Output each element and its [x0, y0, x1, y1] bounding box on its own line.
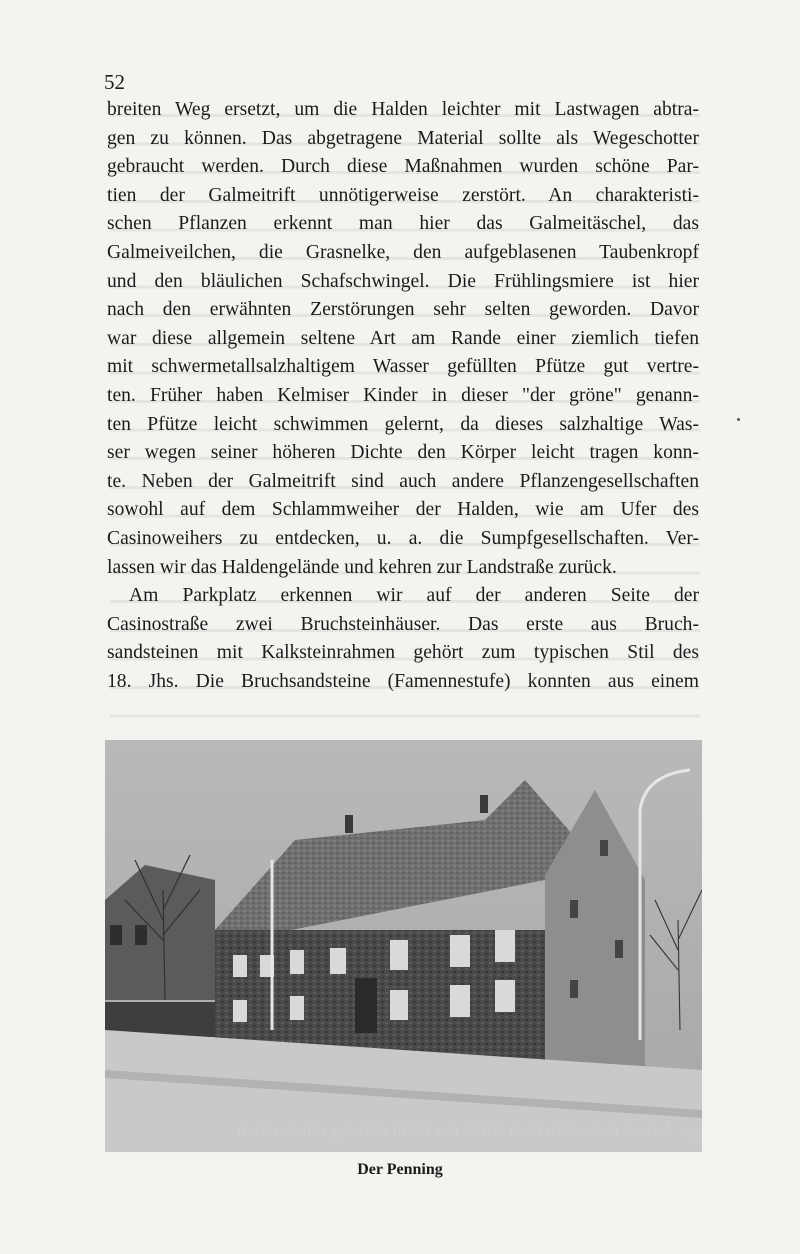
text-line: ten Pfütze leicht schwimmen gelernt, da dieses salzhaltige Was-	[107, 413, 699, 435]
text-line: mit schwermetallsalzhaltigem Wasser gefüllten Pfütze gut vertre-	[107, 356, 699, 378]
body-text	[107, 96, 699, 696]
gable-window	[615, 940, 623, 958]
text-line: schen Pflanzen erkennt man hier das Galmeitäschel, das	[107, 213, 699, 235]
house-door	[355, 978, 377, 1033]
gable-window	[570, 900, 578, 918]
text-line: und den bläulichen Schafschwingel. Die Frühlingsmiere ist hier	[107, 270, 699, 292]
print-speck	[737, 418, 740, 421]
text-line: gebraucht werden. Durch diese Maßnahmen wurden schöne Par-	[107, 156, 699, 178]
chimney	[480, 795, 488, 813]
gable-window	[600, 840, 608, 856]
text-line: breiten Weg ersetzt, um die Halden leichter mit Lastwagen abtra-	[107, 99, 699, 120]
text-line: sowohl auf dem Schlammweiher der Halden, wie am Ufer des	[107, 499, 699, 521]
text-line: Casinoweihers zu entdecken, u. a. die Sumpfgesellschaften. Ver-	[107, 527, 699, 549]
gable-window	[570, 980, 578, 998]
chimney	[345, 815, 353, 833]
text-line: lassen wir das Haldengelände und kehren zur Landstraße zurück.	[107, 556, 617, 578]
text-line: te. Neben der Galmeitrift sind auch andere Pflanzengesellschaften	[107, 470, 699, 492]
house-photo-drawing	[105, 740, 702, 1152]
text-line: tien der Galmeitrift unnötigerweise zerstört. An charakteristi-	[107, 184, 699, 206]
text-line: nach den erwähnten Zerstörungen sehr selten geworden. Davor	[107, 299, 699, 321]
text-line: Casinostraße zwei Bruchsteinhäuser. Das erste aus Bruch-	[107, 613, 699, 635]
text-line: sandsteinen mit Kalksteinrahmen gehört zum typischen Stil des	[107, 642, 699, 664]
text-line: gen zu können. Das abgetragene Material sollte als Wegeschotter	[107, 127, 699, 149]
page-number: 52	[104, 70, 125, 94]
text-line: Am Parkplatz erkennen wir auf der anderen Seite der	[129, 585, 699, 607]
text-line: 18. Jhs. Die Bruchsandsteine (Famennestufe) konnten aus einem	[107, 670, 699, 692]
text-line: ser wegen seiner höheren Dichte den Körper leicht tragen konn-	[107, 442, 699, 464]
text-line: war diese allgemein seltene Art am Rande einer ziemlich tiefen	[107, 327, 699, 349]
text-line: ten. Früher haben Kelmiser Kinder in dieser "der gröne" genann-	[107, 384, 699, 406]
figure-caption: Der Penning	[357, 1161, 443, 1178]
text-line: Galmeiveilchen, die Grasnelke, den aufgeblasenen Taubenkropf	[107, 241, 699, 263]
house-photo	[105, 740, 702, 1152]
show-through-text: ger Jahren den schlichten Blick der Göhl entlang durch einen	[237, 1120, 702, 1141]
